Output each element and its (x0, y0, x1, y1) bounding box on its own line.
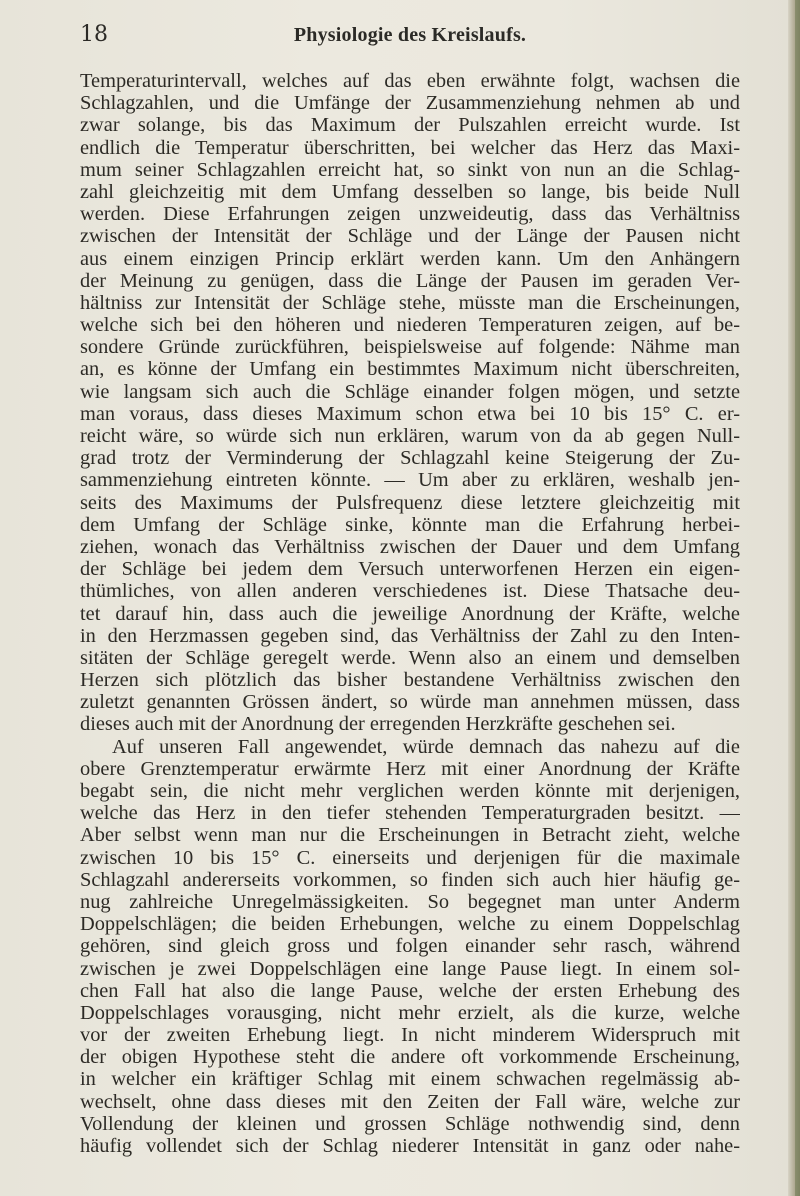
text-line: thümliches, von allen anderen verschiedenes ist. Diese Thatsache deu- (80, 580, 740, 603)
text-line: dem Umfang der Schläge sinke, könnte man die Erfahrung herbei- (80, 513, 740, 536)
text-line: Herzen sich plötzlich das bisher bestandene Verhältniss zwischen den (80, 669, 740, 692)
text-line: Aber selbst wenn man nur die Erscheinungen in Betracht zieht, welche (80, 824, 740, 847)
text-line: gehören, sind gleich gross und folgen einander sehr rasch, während (80, 935, 740, 958)
text-line: Schlagzahl andererseits vorkommen, so finden sich auch hier häufig ge- (80, 868, 740, 891)
page-header (80, 22, 740, 54)
text-line: tet darauf hin, dass auch die jeweilige Anordnung der Kräfte, welche (80, 602, 740, 625)
text-line: der Schläge bei jedem dem Versuch unterworfenen Herzen ein eigen- (80, 558, 740, 581)
text-line: Doppelschlages vorausging, nicht mehr erzielt, als die kurze, welche (80, 1001, 740, 1024)
text-line: werden. Diese Erfahrungen zeigen unzweideutig, dass das Verhältniss (80, 203, 740, 226)
text-line: obere Grenztemperatur erwärmte Herz mit einer Anordnung der Kräfte (80, 757, 740, 780)
text-line: endlich die Temperatur überschritten, bei welcher das Herz das Maxi- (80, 136, 740, 159)
text-line: reicht wäre, so würde sich nun erklären, warum von da ab gegen Null- (80, 425, 740, 447)
text-line: zuletzt genannten Grössen ändert, so würde man annehmen müssen, dass (80, 691, 740, 714)
text-line: in den Herzmassen gegeben sind, das Verhältniss der Zahl zu den Inten- (80, 624, 740, 647)
text-line: chen Fall hat also die lange Pause, welche der ersten Erhebung des (80, 979, 740, 1002)
text-line: sitäten der Schläge geregelt werde. Wenn also an einem und demselben (80, 646, 740, 669)
text-line: zwischen der Intensität der Schläge und der Länge der Pausen nicht (80, 225, 740, 248)
text-line: häufig vollendet sich der Schlag niederer Intensität in ganz oder nahe- (80, 1135, 740, 1157)
text-line: Auf unseren Fall angewendet, würde demnach das nahezu auf die (112, 735, 740, 758)
body-text (80, 70, 740, 1157)
running-title: Physiologie des Kreislaufs. (293, 24, 527, 46)
text-line: hältniss zur Intensität der Schläge stehe, müsste man die Erscheinungen, (80, 291, 740, 314)
text-line: ziehen, wonach das Verhältniss zwischen der Dauer und dem Umfang (80, 535, 740, 558)
text-line: mum seiner Schlagzahlen erreicht hat, so sinkt von nun an die Schlag- (80, 158, 740, 181)
page-edge-shadow (795, 0, 800, 1196)
text-line: vor der zweiten Erhebung liegt. In nicht minderem Widerspruch mit (80, 1024, 740, 1047)
text-line: der obigen Hypothese steht die andere oft vorkommende Erscheinung, (80, 1046, 740, 1069)
page-number: 18 (80, 22, 108, 47)
text-line: nug zahlreiche Unregelmässigkeiten. So begegnet man unter Anderm (80, 890, 740, 913)
text-line: aus einem einzigen Princip erklärt werden kann. Um den Anhängern (80, 247, 740, 270)
text-line: man voraus, dass dieses Maximum schon etwa bei 10 bis 15° C. er- (80, 402, 740, 425)
text-line: zwischen 10 bis 15° C. einerseits und derjenigen für die maximale (80, 846, 740, 869)
text-line: begabt sein, die nicht mehr verglichen werden könnte mit derjenigen, (80, 780, 740, 802)
text-line: wie langsam sich auch die Schläge einander folgen mögen, und setzte (80, 380, 740, 403)
text-line: zwischen je zwei Doppelschlägen eine lange Pause liegt. In einem sol- (80, 957, 740, 980)
text-line: wechselt, ohne dass dieses mit den Zeiten der Fall wäre, welche zur (80, 1090, 740, 1113)
text-line: an, es könne der Umfang ein bestimmtes Maximum nicht überschreiten, (80, 358, 740, 381)
text-line: seits des Maximums der Pulsfrequenz diese letztere gleichzeitig mit (80, 491, 740, 514)
text-line: zwar solange, bis das Maximum der Pulszahlen erreicht wurde. Ist (80, 114, 740, 137)
text-line: der Meinung zu genügen, dass die Länge der Pausen im geraden Ver- (80, 269, 740, 292)
text-line: welche sich bei den höheren und niederen Temperaturen zeigen, auf be- (80, 314, 740, 337)
text-line: dieses auch mit der Anordnung der erregenden Herzkräfte geschehen sei. (80, 713, 676, 736)
text-line: Doppelschlägen; die beiden Erhebungen, welche zu einem Doppelschlag (80, 913, 740, 936)
text-line: Vollendung der kleinen und grossen Schläge nothwendig sind, denn (80, 1112, 740, 1135)
text-line: zahl gleichzeitig mit dem Umfang desselben so lange, bis beide Null (80, 180, 740, 203)
text-line: Temperaturintervall, welches auf das eben erwähnte folgt, wachsen die (80, 70, 740, 92)
text-line: welche das Herz in den tiefer stehenden Temperaturgraden besitzt. — (80, 802, 740, 825)
text-line: grad trotz der Verminderung der Schlagzahl keine Steigerung der Zu- (80, 447, 740, 470)
text-line: Schlagzahlen, und die Umfänge der Zusammenziehung nehmen ab und (80, 92, 740, 115)
text-line: sammenziehung eintreten könnte. — Um aber zu erklären, weshalb jen- (80, 469, 740, 492)
text-line: in welcher ein kräftiger Schlag mit einem schwachen regelmässig ab- (80, 1068, 740, 1091)
text-line: sondere Gründe zurückführen, beispielsweise auf folgende: Nähme man (80, 336, 740, 359)
